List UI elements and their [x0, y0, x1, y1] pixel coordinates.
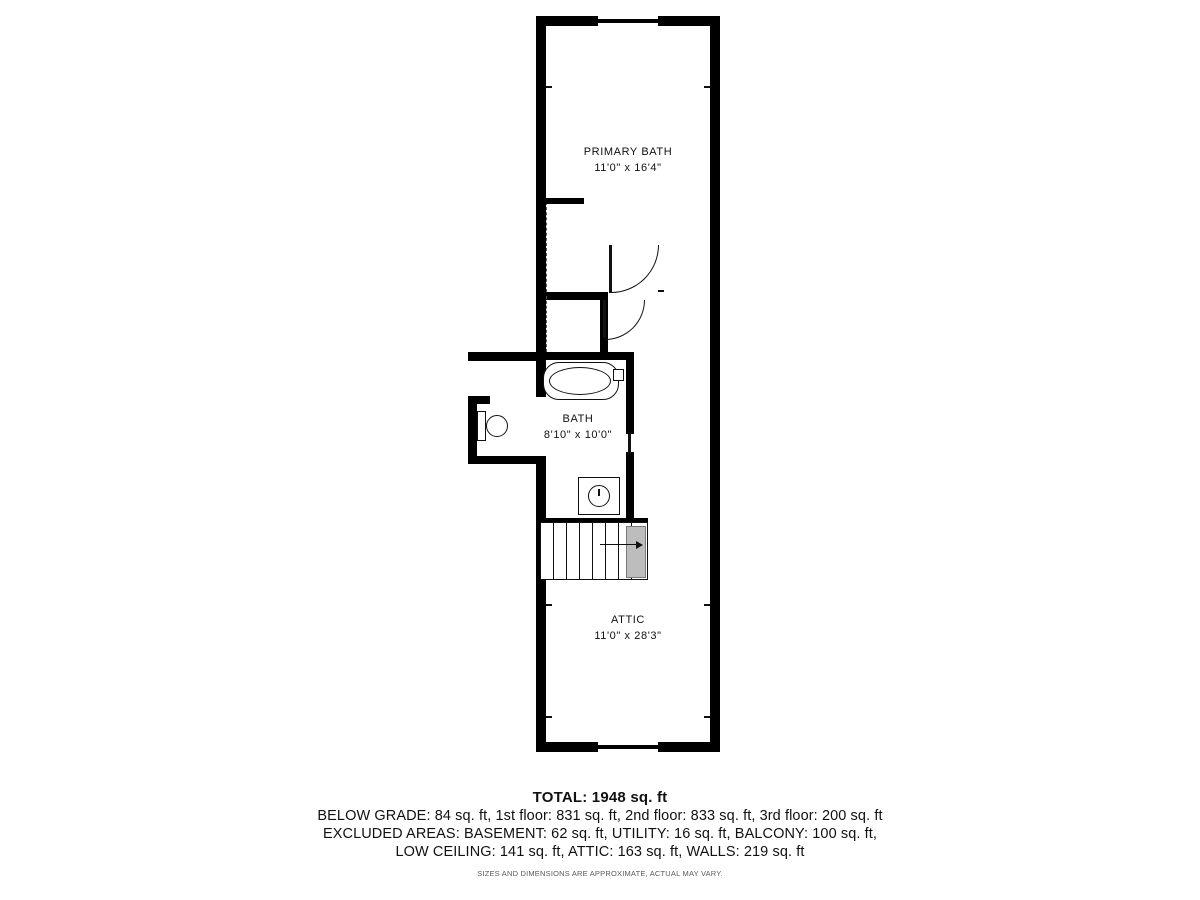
wall-partition-shower-top — [546, 292, 608, 300]
total-area-text: TOTAL: 1948 sq. ft — [532, 789, 668, 806]
excluded-areas-line-1: EXCLUDED AREAS: BASEMENT: 62 sq. ft, UTILITY: 16 sq. ft, BALCONY: 100 sq. ft, — [322, 826, 878, 842]
wall-jamb-primary-bath — [546, 198, 584, 204]
stair-direction-line — [600, 544, 636, 545]
corner-tick — [704, 604, 710, 606]
corner-tick — [546, 604, 552, 606]
wall-bath-bumpout-top — [468, 396, 490, 404]
excluded-areas-line-2: LOW CEILING: 141 sq. ft, ATTIC: 163 sq. ft, WALLS: 219 sq. ft — [395, 844, 805, 860]
corner-tick — [704, 86, 710, 88]
wall-bottom-left — [536, 742, 598, 752]
sink-faucet — [598, 489, 600, 496]
wall-bottom-right — [658, 742, 720, 752]
disclaimer-text: SIZES AND DIMENSIONS ARE APPROXIMATE, ACTUAL MAY VARY. — [477, 869, 723, 878]
corner-tick — [546, 86, 552, 88]
room-dimensions: 11'0" x 16'4" — [594, 161, 662, 174]
room-name: PRIMARY BATH — [583, 146, 673, 158]
room-label-bath — [478, 412, 678, 444]
door-swing-primary-bath — [611, 245, 659, 293]
window-top — [598, 19, 658, 23]
corner-tick — [704, 716, 710, 718]
room-label-attic — [528, 613, 728, 645]
footer-summary — [0, 789, 1200, 878]
stair-step — [605, 523, 606, 579]
wall-left-mid-b — [536, 292, 546, 352]
room-name: ATTIC — [611, 614, 645, 626]
corner-tick — [546, 716, 552, 718]
stair-direction-arrow — [636, 541, 643, 549]
wall-left-mid-a — [536, 200, 546, 292]
window-bottom — [598, 745, 658, 749]
pocket-door-upper — [546, 202, 547, 292]
wall-left-bath-top — [468, 352, 546, 361]
wall-left-lower — [536, 464, 546, 752]
wall-bath-right-lower — [626, 452, 634, 520]
pocket-door-lower — [546, 296, 547, 352]
bathtub-basin — [549, 367, 611, 395]
stair-step — [566, 523, 567, 579]
wall-bath-top — [536, 352, 634, 360]
room-label-primary-bath — [528, 145, 728, 177]
stair-step — [618, 523, 619, 579]
wall-bath-bumpout-left — [468, 396, 477, 464]
bathtub-faucet — [613, 369, 624, 381]
stair-step — [579, 523, 580, 579]
door-swing-shower — [605, 300, 645, 340]
room-dimensions: 11'0" x 28'3" — [594, 629, 662, 642]
area-breakdown-line-1: BELOW GRADE: 84 sq. ft, 1st floor: 831 sq. ft, 2nd floor: 833 sq. ft, 3rd floor: 200 sq. ft — [317, 808, 883, 824]
room-dimensions: 8'10" x 10'0" — [543, 428, 613, 441]
stair-step — [592, 523, 593, 579]
stair-step — [553, 523, 554, 579]
stair-railing — [626, 526, 646, 578]
corner-tick — [658, 290, 664, 292]
room-name: BATH — [562, 413, 594, 425]
wall-bath-bumpout-bottom — [468, 456, 546, 464]
